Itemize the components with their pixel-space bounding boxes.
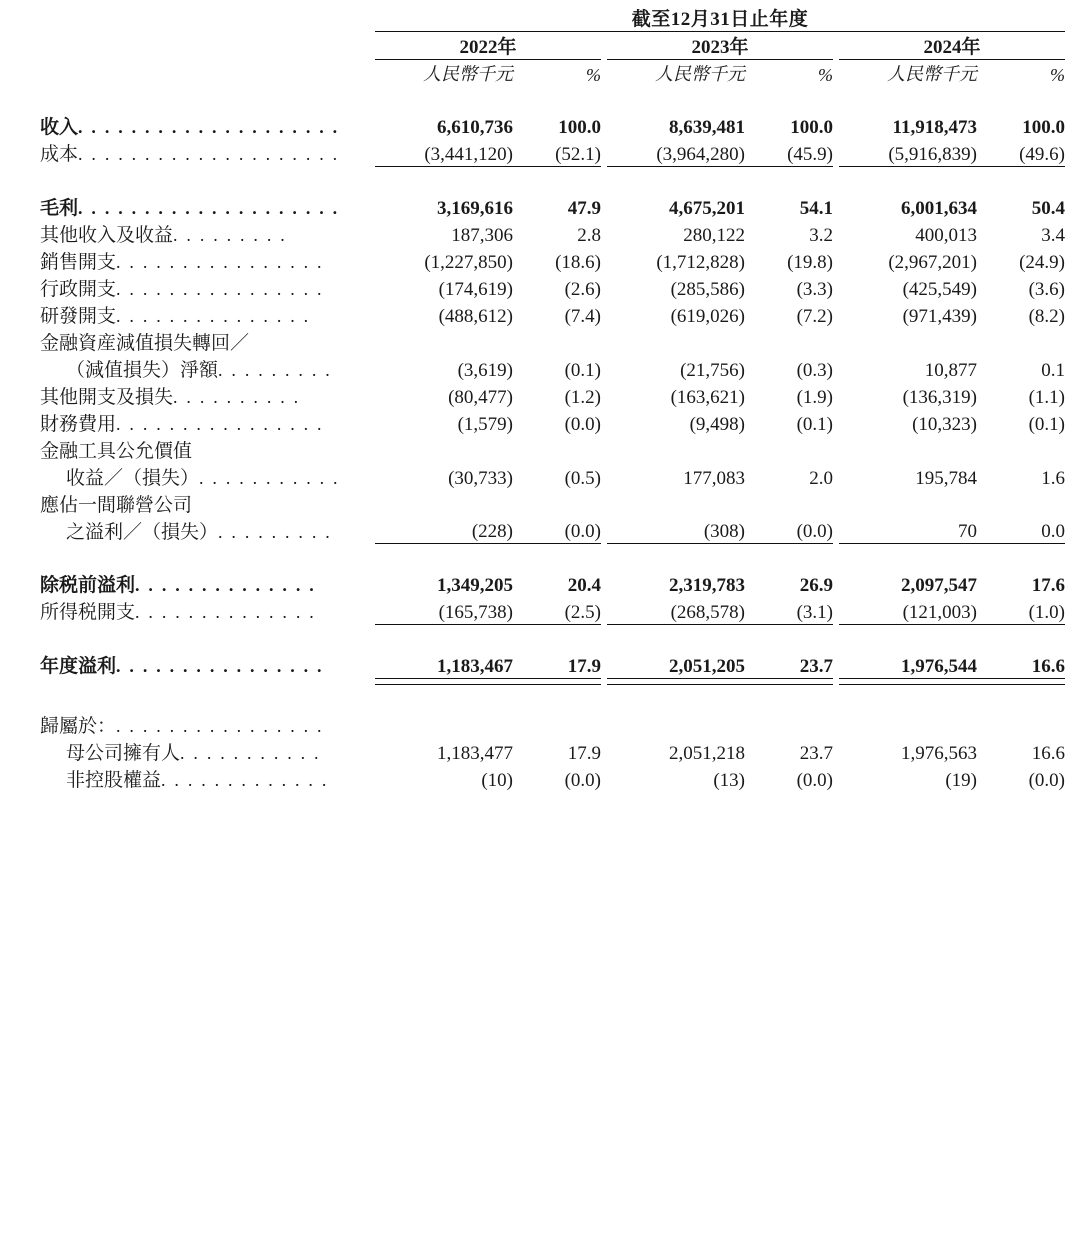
row-label-admin-expenses: 行政開支. . . . . . . . . . . . . . . .: [40, 278, 324, 300]
cell-2022-pct: 2.8: [577, 224, 601, 246]
cell-2022-pct: (1.2): [564, 386, 601, 408]
row-label-cost: 成本. . . . . . . . . . . . . . . . . . . .: [40, 144, 340, 165]
row-label-profit-for-year: 年度溢利. . . . . . . . . . . . . . . .: [40, 655, 324, 677]
spacer-row: [40, 544, 1065, 571]
cell-2023-value: (13): [713, 769, 745, 791]
table-row: [40, 247, 1065, 274]
cell-2022-value: (174,619): [438, 278, 513, 300]
cell-2022-value: (3,441,120): [375, 139, 513, 166]
cell-2022-value: (3,619): [457, 359, 513, 381]
empty-cell: [40, 60, 375, 87]
cell-2023-value: (21,756): [680, 359, 745, 381]
row-label-revenue: 收入. . . . . . . . . . . . . . . . . . . .: [40, 117, 340, 138]
cell-2024-value: (121,003): [839, 597, 977, 624]
table-row: [40, 651, 1065, 678]
cell-2023-pct: 23.7: [799, 742, 833, 764]
cell-2023-value: (3,964,280): [607, 139, 745, 166]
cell-2023-value: (9,498): [689, 413, 745, 435]
spacer-row: [40, 86, 1065, 112]
double-rule-2024-value: [839, 678, 977, 685]
cell-2022-pct: (18.6): [555, 251, 601, 273]
cell-2024-pct: (0.1): [1028, 413, 1066, 435]
cell-2023-pct: 3.2: [809, 224, 833, 246]
double-rule-2023-value: [607, 678, 745, 685]
double-rule-2023-pct: [745, 678, 833, 685]
cell-2023-value: 2,051,218: [669, 742, 745, 764]
cell-2024-pct: (0.0): [1028, 769, 1066, 791]
cell-2023-pct: (45.9): [745, 139, 833, 166]
year-2022-header: 2022年: [375, 32, 601, 60]
table-row: [40, 355, 1065, 382]
row-label-non-controlling-interests: 非控股權益. . . . . . . . . . . . .: [66, 769, 329, 791]
pct-2024: %: [1050, 65, 1066, 85]
table-row: [40, 220, 1065, 247]
row-label-fair-value-instruments: 金融工具公允價值: [40, 440, 193, 462]
table-row: [40, 139, 1065, 166]
cell-2022-pct: (0.0): [564, 769, 601, 791]
cell-2022-pct: (0.1): [564, 359, 601, 381]
cell-2024-pct: (24.9): [1019, 251, 1066, 273]
cell-2024-value: 10,877: [924, 359, 977, 381]
spacer-row: [40, 624, 1065, 651]
table-row: [40, 765, 1065, 792]
year-header-row: [40, 32, 1065, 60]
row-label-income-tax: 所得税開支. . . . . . . . . . . . . .: [40, 602, 316, 623]
cell-2024-value: (136,319): [902, 386, 977, 408]
cell-2022-pct: 20.4: [567, 575, 601, 596]
cell-2022-pct: (2.6): [564, 278, 601, 300]
cell-2023-value: (1,712,828): [656, 251, 745, 273]
cell-2023-pct: (0.3): [796, 359, 833, 381]
double-rule-2022-value: [375, 678, 513, 685]
cell-2024-pct: 17.6: [1031, 575, 1066, 596]
cell-2024-value: 11,918,473: [892, 117, 977, 138]
cell-2022-pct: 17.9: [567, 655, 601, 677]
cell-2024-pct: (8.2): [1028, 305, 1066, 327]
cell-2023-pct: 100.0: [790, 117, 833, 138]
cell-2024-pct: 3.4: [1041, 224, 1066, 246]
cell-2023-pct: 23.7: [799, 655, 833, 677]
cell-2023-value: 8,639,481: [669, 117, 745, 138]
cell-2022-pct: (0.0): [564, 413, 601, 435]
row-label-owners-of-parent: 母公司擁有人. . . . . . . . . . .: [66, 742, 321, 764]
cell-2022-value: (30,733): [448, 467, 513, 489]
cell-2024-value: 6,001,634: [901, 197, 977, 219]
cell-2024-pct: (1.0): [977, 597, 1065, 624]
cell-2024-pct: 0.0: [977, 517, 1065, 544]
cell-2023-value: 280,122: [683, 224, 745, 246]
unit-header-row: [40, 60, 1065, 87]
row-label-profit-before-tax: 除税前溢利. . . . . . . . . . . . . .: [40, 575, 316, 596]
row-label-fair-value-gain-loss: 收益／（損失）. . . . . . . . . . .: [66, 467, 340, 489]
cell-2023-value: (285,586): [670, 278, 745, 300]
cell-2022-value: (165,738): [375, 597, 513, 624]
empty-cell: [40, 32, 375, 60]
cell-2022-pct: 47.9: [567, 197, 601, 219]
financial-summary-table: [40, 4, 1065, 792]
unit-2023: 人民幣千元: [655, 64, 745, 84]
cell-2022-value: 1,349,205: [437, 575, 513, 596]
pct-2022: %: [586, 65, 601, 85]
cell-2024-pct: 100.0: [1022, 117, 1066, 138]
table-row: [40, 328, 1065, 355]
cell-2022-pct: (0.0): [513, 517, 601, 544]
table-row: [40, 597, 1065, 624]
cell-2024-value: 195,784: [915, 467, 977, 489]
cell-2024-value: (2,967,201): [888, 251, 977, 273]
cell-2024-pct: (3.6): [1028, 278, 1066, 300]
row-label-finance-costs: 財務費用. . . . . . . . . . . . . . . .: [40, 413, 324, 435]
cell-2023-pct: 26.9: [799, 575, 833, 596]
table-row: [40, 711, 1065, 738]
table-row: [40, 490, 1065, 517]
cell-2024-value: 70: [839, 517, 977, 544]
table-row: [40, 436, 1065, 463]
cell-2023-value: 2,319,783: [669, 575, 745, 596]
cell-2024-pct: 0.1: [1041, 359, 1066, 381]
cell-2023-pct: (1.9): [796, 386, 833, 408]
cell-2024-pct: (49.6): [977, 139, 1065, 166]
year-2024-header: 2024年: [839, 32, 1065, 60]
table-row: [40, 517, 1065, 544]
cell-2022-pct: (7.4): [564, 305, 601, 327]
cell-2022-value: (488,612): [438, 305, 513, 327]
pct-2023: %: [818, 65, 833, 85]
cell-2022-pct: (0.5): [564, 467, 601, 489]
empty-cell: [40, 4, 375, 31]
cell-2023-value: (163,621): [670, 386, 745, 408]
year-2023-header: 2023年: [607, 32, 833, 60]
spacer-row: [40, 685, 1065, 711]
cell-2022-value: (80,477): [448, 386, 513, 408]
cell-2024-value: (5,916,839): [839, 139, 977, 166]
double-rule-2022-pct: [513, 678, 601, 685]
cell-2024-pct: 16.6: [1031, 742, 1066, 764]
cell-2023-value: (268,578): [607, 597, 745, 624]
unit-2024: 人民幣千元: [887, 64, 977, 84]
cell-2024-pct: (1.1): [1028, 386, 1066, 408]
table-row: [40, 274, 1065, 301]
table-row: [40, 382, 1065, 409]
cell-2023-value: 177,083: [683, 467, 745, 489]
row-label-other-income: 其他收入及收益. . . . . . . . .: [40, 224, 287, 246]
period-header-row: [40, 4, 1065, 31]
document-page: [0, 4, 1080, 1250]
row-label-impairment-reversal: 金融資産減值損失轉回／: [40, 332, 250, 354]
cell-2022-value: 3,169,616: [437, 197, 513, 219]
table-row: [40, 112, 1065, 139]
cell-2024-value: (425,549): [902, 278, 977, 300]
cell-2024-value: 1,976,544: [901, 655, 977, 677]
cell-2022-value: (1,227,850): [424, 251, 513, 273]
unit-2022: 人民幣千元: [423, 64, 513, 84]
cell-2024-value: 400,013: [915, 224, 977, 246]
row-label-rd-expenses: 研發開支. . . . . . . . . . . . . . .: [40, 305, 311, 327]
cell-2023-pct: (7.2): [796, 305, 833, 327]
cell-2024-value: 2,097,547: [901, 575, 977, 596]
cell-2024-pct: 1.6: [1041, 467, 1066, 489]
cell-2022-value: (10): [481, 769, 513, 791]
cell-2024-value: 1,976,563: [901, 742, 977, 764]
cell-2022-value: (1,579): [457, 413, 513, 435]
row-label-gross-profit: 毛利. . . . . . . . . . . . . . . . . . . .: [40, 197, 340, 219]
row-label-impairment-net: （減值損失）淨額. . . . . . . . .: [66, 359, 332, 381]
row-label-associate-profit-loss: 之溢利／（損失）. . . . . . . . .: [66, 521, 332, 543]
cell-2024-pct: 50.4: [1031, 197, 1066, 219]
cell-2022-value: 1,183,467: [437, 655, 513, 677]
cell-2022-pct: 17.9: [567, 742, 601, 764]
table-row: [40, 301, 1065, 328]
cell-2023-value: 2,051,205: [669, 655, 745, 677]
cell-2024-value: (971,439): [902, 305, 977, 327]
double-rule-row: [40, 678, 1065, 685]
table-row: [40, 570, 1065, 597]
cell-2023-pct: 2.0: [809, 467, 833, 489]
cell-2022-value: 6,610,736: [437, 117, 513, 138]
cell-2023-value: 4,675,201: [669, 197, 745, 219]
row-label-other-expenses: 其他開支及損失. . . . . . . . . .: [40, 386, 301, 408]
cell-2023-pct: (3.3): [796, 278, 833, 300]
cell-2023-value: (619,026): [670, 305, 745, 327]
cell-2023-pct: (0.0): [796, 769, 833, 791]
table-row: [40, 193, 1065, 220]
period-title: 截至12月31日止年度: [631, 9, 809, 30]
table-row: [40, 738, 1065, 765]
cell-2022-value: (228): [375, 517, 513, 544]
cell-2024-value: (10,323): [912, 413, 977, 435]
cell-2023-pct: (0.1): [796, 413, 833, 435]
cell-2023-pct: (19.8): [787, 251, 833, 273]
cell-2023-value: (308): [607, 517, 745, 544]
table-row: [40, 409, 1065, 436]
cell-2023-pct: 54.1: [799, 197, 833, 219]
row-label-attributable-to: 歸屬於：. . . . . . . . . . . . . . . .: [40, 715, 324, 737]
cell-2023-pct: (3.1): [745, 597, 833, 624]
cell-2022-value: 1,183,477: [437, 742, 513, 764]
cell-2022-pct: (2.5): [513, 597, 601, 624]
row-label-selling-expenses: 銷售開支. . . . . . . . . . . . . . . .: [40, 251, 324, 273]
cell-2024-pct: 16.6: [1031, 655, 1066, 677]
table-row: [40, 463, 1065, 490]
cell-2022-pct: 100.0: [558, 117, 601, 138]
double-rule-2024-pct: [977, 678, 1065, 685]
cell-2023-pct: (0.0): [745, 517, 833, 544]
cell-2022-pct: (52.1): [513, 139, 601, 166]
cell-2022-value: 187,306: [451, 224, 513, 246]
row-label-share-of-associate: 應佔一間聯營公司: [40, 494, 193, 516]
cell-2024-value: (19): [945, 769, 977, 791]
spacer-row: [40, 166, 1065, 193]
